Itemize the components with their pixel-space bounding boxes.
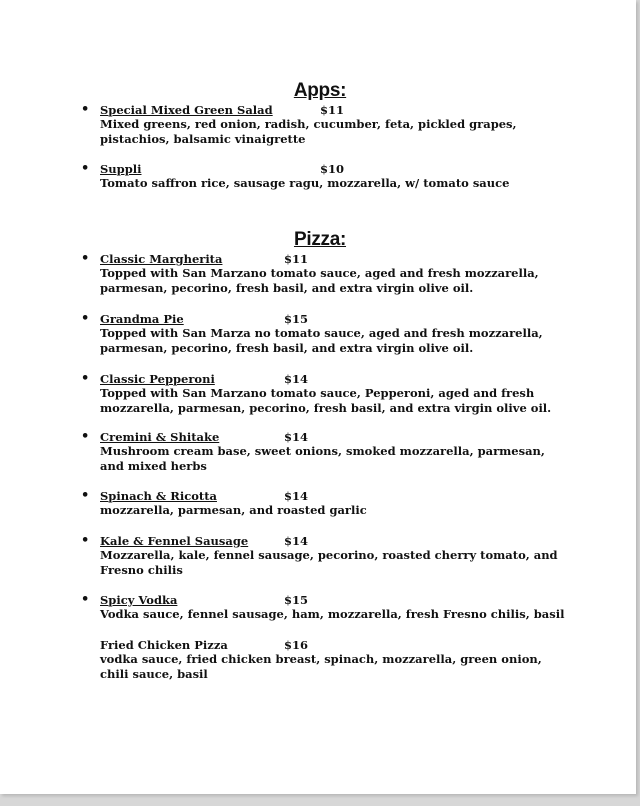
item-price: $11 xyxy=(320,103,345,117)
item-price: $14 xyxy=(284,534,309,548)
item-price: $15 xyxy=(284,312,309,326)
item-price: $15 xyxy=(284,593,309,607)
bullet-icon: • xyxy=(81,102,90,117)
item-description: Topped with San Marza no tomato sauce, aged and fresh mozzarella, parmesan, pecorino, fresh basil, and extra virgin olive oil. xyxy=(100,326,543,355)
item-name: Spicy Vodka xyxy=(100,593,178,607)
bullet-icon: • xyxy=(81,251,90,266)
item-name: Classic Margherita xyxy=(100,252,223,266)
item-description: Topped with San Marzano tomato sauce, aged and fresh mozzarella, parmesan, pecorino, fresh basil, and extra virgin olive oil. xyxy=(100,266,539,295)
item-name: Classic Pepperoni xyxy=(100,372,215,386)
bullet-icon: • xyxy=(81,371,90,386)
item-name: Fried Chicken Pizza xyxy=(100,638,228,652)
bullet-icon: • xyxy=(81,533,90,548)
item-description: Vodka sauce, fennel sausage, ham, mozzarella, fresh Fresno chilis, basil xyxy=(100,607,565,621)
bullet-icon: • xyxy=(81,592,90,607)
item-name: Kale & Fennel Sausage xyxy=(100,534,249,548)
item-price: $14 xyxy=(284,489,309,503)
apps-heading: Apps: xyxy=(293,80,347,101)
item-description: Mozzarella, kale, fennel sausage, pecorino, roasted cherry tomato, and Fresno chilis xyxy=(100,548,558,577)
item-description: mozzarella, parmesan, and roasted garlic xyxy=(100,503,367,517)
item-name: Suppli xyxy=(100,162,142,176)
item-price: $10 xyxy=(320,162,345,176)
bullet-icon: • xyxy=(81,311,90,326)
item-name: Cremini & Shitake xyxy=(100,430,220,444)
item-name: Grandma Pie xyxy=(100,312,184,326)
item-name: Special Mixed Green Salad xyxy=(100,103,273,117)
item-description: Topped with San Marzano tomato sauce, Pepperoni, aged and fresh mozzarella, parmesan, pecorino, fresh basil, and extra virgin olive oil. xyxy=(100,386,552,415)
bullet-icon: • xyxy=(81,488,90,503)
item-description: Mushroom cream base, sweet onions, smoked mozzarella, parmesan, and mixed herbs xyxy=(100,444,545,473)
pizza-heading: Pizza: xyxy=(293,229,347,250)
item-price: $11 xyxy=(284,252,309,266)
item-description: vodka sauce, fried chicken breast, spinach, mozzarella, green onion, chili sauce, basil xyxy=(100,652,542,681)
item-name: Spinach & Ricotta xyxy=(100,489,217,503)
item-description: Tomato saffron rice, sausage ragu, mozzarella, w/ tomato sauce xyxy=(100,176,510,190)
bullet-icon: • xyxy=(81,429,90,444)
bullet-icon: • xyxy=(81,161,90,176)
item-price: $14 xyxy=(284,372,309,386)
item-description: Mixed greens, red onion, radish, cucumber, feta, pickled grapes, pistachios, balsamic vinaigrette xyxy=(100,117,517,146)
item-price: $16 xyxy=(284,638,309,652)
item-price: $14 xyxy=(284,430,309,444)
